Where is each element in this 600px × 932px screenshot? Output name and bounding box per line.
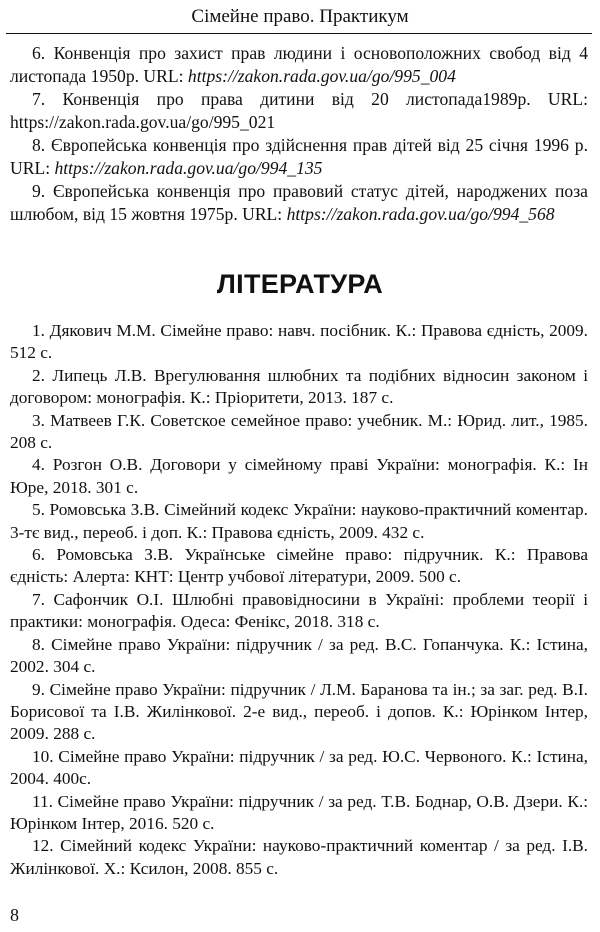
literature-item: 9. Сімейне право України: підручник / Л.М. Баранова та ін.; за заг. ред. В.І. Борисової та І.В. Жилінкової. 2-е вид., переоб. і допов. К.: Юрінком Інтер, 2009. 288 с. xyxy=(10,679,588,744)
literature-item: 8. Сімейне право України: підручник / за ред. В.С. Гопанчука. К.: Істина, 2002. 304 с. xyxy=(10,634,588,677)
convention-url[interactable]: https://zakon.rada.gov.ua/go/995_021 xyxy=(10,112,276,132)
convention-url[interactable]: https://zakon.rada.gov.ua/go/995_004 xyxy=(187,66,456,86)
literature-item: 4. Розгон О.В. Договори у сімейному праві України: монографія. К.: Ін Юре, 2018. 301 с. xyxy=(10,455,588,497)
convention-item xyxy=(10,88,588,134)
literature-item: 6. Ромовська З.В. Українське сімейне право: підручник. К.: Правова єдність: Алерта: КНТ: Центр учбової літератури, 2009. 500 с. xyxy=(10,545,588,587)
literature-item: 11. Сімейне право України: підручник / за ред. Т.В. Боднар, О.В. Дзери. К.: Юрінком Інтер, 2016. 520 с. xyxy=(10,791,588,833)
convention-text: 6. Конвенція про захист прав людини і основоположних свобод від 4 листопада 1950р. URL: xyxy=(10,43,588,86)
conventions-list xyxy=(10,42,588,226)
page-number: 8 xyxy=(10,905,19,925)
convention-item xyxy=(10,180,588,226)
convention-item xyxy=(10,134,588,180)
convention-item xyxy=(10,42,588,88)
literature-item: 5. Ромовська З.В. Сімейний кодекс України: науково-практичний коментар. 3-тє вид., переоб. і доп. К.: Правова єдність, 2009. 432 с. xyxy=(10,500,588,542)
convention-text: 8. Європейська конвенція про здійснення прав дітей від 25 січня 1996 р. URL: xyxy=(10,135,588,178)
literature-item: 3. Матвеев Г.К. Советское семейное право: учебник. М.: Юрид. лит., 1985. 208 с. xyxy=(10,410,588,453)
convention-url[interactable]: https://zakon.rada.gov.ua/go/994_135 xyxy=(54,158,323,178)
convention-text: 7. Конвенція про права дитини від 20 листопада1989р. URL: xyxy=(32,89,588,109)
section-title: ЛІТЕРАТУРА xyxy=(216,269,384,299)
convention-text: 9. Європейська конвенція про правовий статус дітей, народжених поза шлюбом, від 15 жовтня 1975р. URL: xyxy=(10,181,588,224)
literature-item: 12. Сімейний кодекс України: науково-практичний коментар / за ред. І.В. Жилінкової. Х.: Ксилон, 2008. 855 с. xyxy=(10,836,588,878)
literature-item: 2. Липець Л.В. Врегулювання шлюбних та подібних відносин законом і договором: монографія. К.: Пріоритети, 2013. 187 с. xyxy=(10,365,588,408)
running-head: Сімейне право. Практикум xyxy=(191,6,409,27)
literature-list xyxy=(10,320,588,880)
literature-item: 1. Дякович М.М. Сімейне право: навч. посібник. К.: Правова єдність, 2009. 512 с. xyxy=(10,321,588,363)
literature-item: 10. Сімейне право України: підручник / за ред. Ю.С. Червоного. К.: Істина, 2004. 400с. xyxy=(10,746,588,789)
header-divider xyxy=(6,33,592,34)
convention-url[interactable]: https://zakon.rada.gov.ua/go/994_568 xyxy=(286,204,555,224)
literature-item: 7. Сафончик О.І. Шлюбні правовідносини в Україні: проблеми теорії і практики: монографія. Одеса: Фенікс, 2018. 318 с. xyxy=(10,589,588,632)
